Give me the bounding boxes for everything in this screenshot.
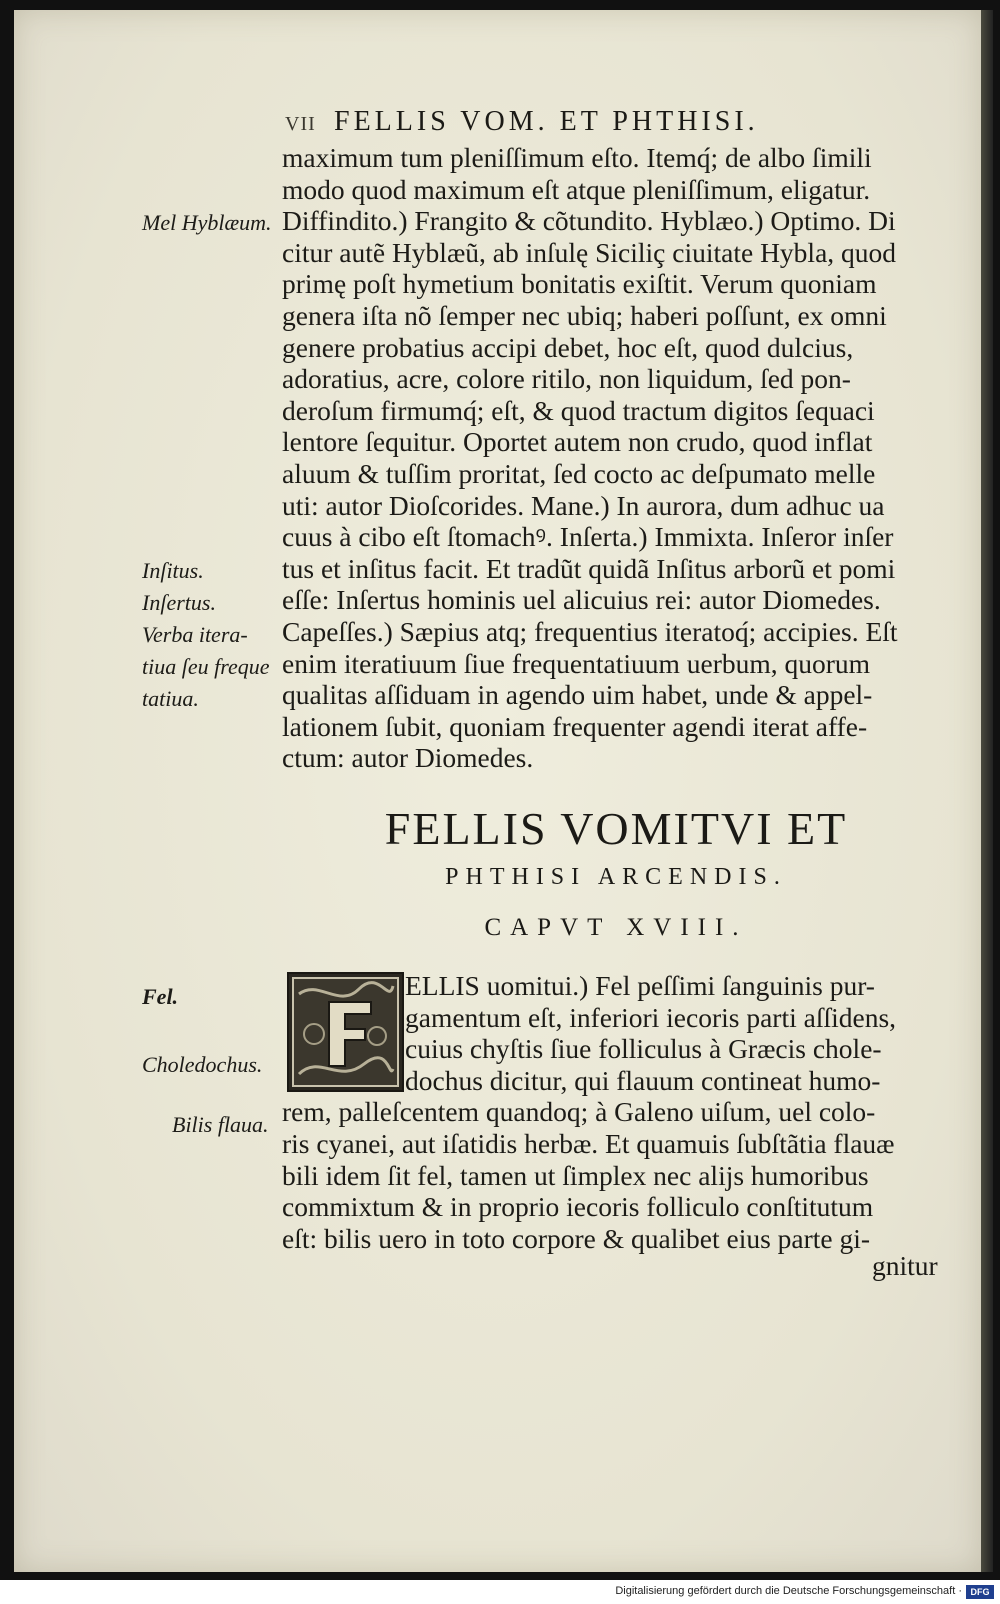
folio-number: VII xyxy=(285,113,316,135)
text-line: bili idem ſit fel, tamen ut ſimplex nec alijs humoribus xyxy=(282,1159,869,1191)
text-line: gamentum eſt, inferiori iecoris parti aſſidens, xyxy=(405,1001,897,1033)
text-line: enim iteratiuum ſiue frequentatiuum uerbum, quorum xyxy=(282,647,871,679)
margin-note-verba-3: tatiua. xyxy=(142,686,199,711)
text-line: cuus à cibo eſt ſtomachꝰ. Inſerta.) Immixta. Inſeror inſer xyxy=(282,521,894,553)
margin-note-insitus: Inſitus. xyxy=(142,558,204,583)
chapter-title: FELLIS VOMITVI ET xyxy=(384,803,848,854)
digitization-footer xyxy=(0,1582,1000,1604)
text-line: aluum & tuſſim proritat, ſed cocto ac deſpumato melle xyxy=(282,457,876,489)
text-line: lationem ſubit, quoniam frequenter agendi iterat affe- xyxy=(282,710,868,742)
margin-note-insertus: Inſertus. xyxy=(142,590,216,615)
text-line: lentore ſequitur. Oportet autem non crudo, quod inflat xyxy=(282,426,873,458)
text-line: dochus dicitur, qui flauum contineat humo- xyxy=(405,1064,881,1096)
text-line: qualitas aſſiduam in agendo uim habet, unde & appel- xyxy=(282,679,873,711)
text-block-2 xyxy=(282,970,950,1254)
text-line: maximum tum pleniſſimum eſto. Itemq́; de albo ſimili xyxy=(282,142,872,173)
text-line: uti: autor Dioſcorides. Mane.) In aurora, dum adhuc ua xyxy=(282,489,885,521)
text-line: citur autẽ Hyblæũ, ab inſulę Siciliç ciuitate Hybla, quod xyxy=(282,236,897,268)
text-line: Capeſſes.) Sæpius atq; frequentius iteratoq́; accipies. Eſt xyxy=(282,615,898,647)
text-line: genera iſta nõ ſemper nec ubiq; haberi poſſunt, ex omni xyxy=(282,299,887,331)
dfg-logo-icon: DFG xyxy=(966,1585,994,1599)
margin-note-fel: Fel. xyxy=(142,984,179,1009)
footer-credit: Digitalisierung gefördert durch die Deutsche Forschungsgemeinschaft · xyxy=(615,1585,962,1597)
running-title: FELLIS VOM. ET PHTHISI. xyxy=(334,106,759,137)
text-line: genere probatius accipi debet, hoc eſt, quod dulcius, xyxy=(282,331,854,363)
text-line: ris cyanei, aut iſatidis herbæ. Et quamuis ſubſtãtia flauæ xyxy=(282,1127,895,1159)
catchword: gnitur xyxy=(872,1250,938,1281)
chapter-number: CAPVT XVIII. xyxy=(484,914,748,941)
margin-note-bilis-flaua: Bilis flaua. xyxy=(172,1112,269,1137)
text-line: ELLIS uomitui.) Fel peſſimi ſanguinis pur- xyxy=(405,970,875,1001)
margin-note-choledochus: Choledochus. xyxy=(142,1052,263,1077)
text-line: modo quod maximum eſt atque pleniſſimum, eligatur. xyxy=(282,173,871,205)
text-line: tus et inſitus facit. Et tradũt quidã Inſitus arborũ et pomi xyxy=(282,552,896,584)
text-line: Diffindito.) Frangito & cõtundito. Hyblæo.) Optimo. Di xyxy=(282,205,896,237)
text-line: primę poſt hymetium bonitatis exiſtit. Verum quoniam xyxy=(282,268,877,300)
text-line: cuius chyſtis ſiue folliculus à Græcis chole- xyxy=(405,1033,882,1065)
text-line: eſſe: Inſertus hominis uel alicuius rei: autor Diomedes. xyxy=(282,584,881,616)
running-head xyxy=(285,106,759,138)
text-line: rem, palleſcentem quandoq; à Galeno uiſum, uel colo- xyxy=(282,1096,876,1128)
text-block-1 xyxy=(282,142,950,774)
text-line: ctum: autor Diomedes. xyxy=(282,742,534,774)
margin-note-mel-hyblaeum: Mel Hyblæum. xyxy=(142,210,272,235)
chapter-subtitle: PHTHISI ARCENDIS. xyxy=(445,864,787,890)
page-edge xyxy=(981,10,993,1572)
margin-note-verba-2: tiua ſeu freque xyxy=(142,654,270,679)
text-line: commixtum & in proprio iecoris folliculo conſtitutum xyxy=(282,1191,874,1223)
text-line: eſt: bilis uero in toto corpore & qualibet eius parte gi- xyxy=(282,1222,871,1254)
text-line: adoratius, acre, colore ritilo, non liquidum, ſed pon- xyxy=(282,363,851,395)
text-line: deroſum firmumq́; eſt, & quod tractum digitos ſequaci xyxy=(282,394,875,426)
margin-note-verba-1: Verba itera- xyxy=(142,622,248,647)
